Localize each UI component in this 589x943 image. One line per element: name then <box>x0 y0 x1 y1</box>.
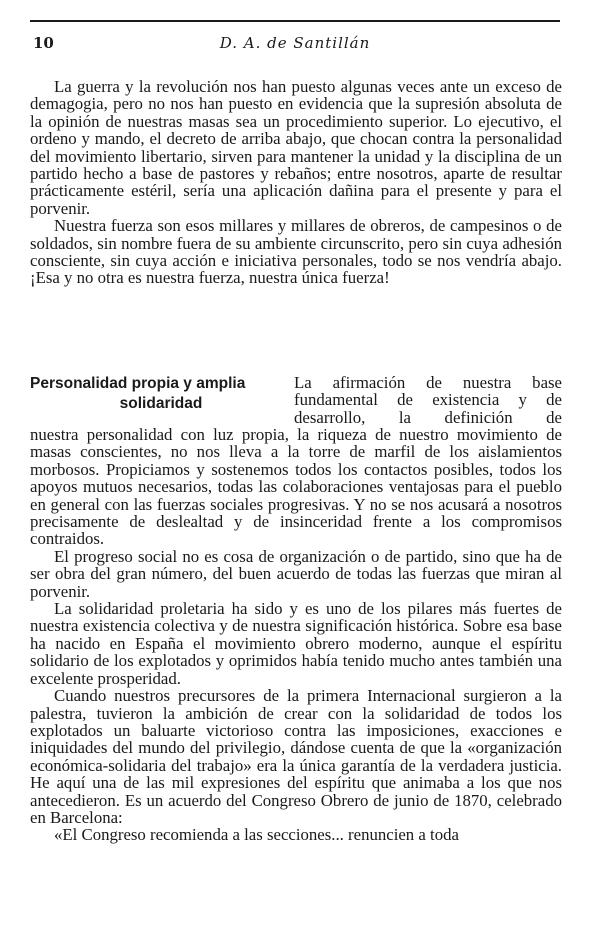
paragraph: Cuando nuestros precursores de la primera Internacional surgieron a la palestra, tuvieron la ambición de crear con la solidaridad de todos los explotados un baluarte victorioso contra las imposiciones, exacciones e iniquidades del mundo del privilegio, dándose cuenta de que la «organización económica-solidaria del trabajo» era la única garantía de la verdadera justicia. He aquí una de las mil expresiones del espíritu que animaba a los que nos antecedieron. Es un acuerdo del Congreso Obrero de junio de 1870, celebrado en Barcelona: <box>30 686 562 827</box>
paragraph-continuation: nuestra personalidad con luz propia, la riqueza de nuestro movimiento de masas conscientes, no nos lleva a la torre de marfil de los aislamientos morbosos. Propiciamos y sostenemos todos los contactos posibles, todos los apoyos mutuos necesarios, todas las colaboraciones ventajosas para el pueblo en general con las fuerzas sociales progresivas. Y no se nos acusará a nosotros precisamente de deslealtad y de insinceridad frente a los compromisos contraidos. <box>30 425 562 549</box>
section-heading <box>30 374 292 414</box>
page-number: 10 <box>33 34 54 52</box>
body-text-section <box>30 426 562 844</box>
paragraph: «El Congreso recomienda a las secciones... renuncien a toda <box>54 825 459 845</box>
paragraph: Nuestra fuerza son esos millares y millares de obreros, de campesinos o de soldados, sin nombre fuera de su ambiente circunscrito, pero sin cuya adhesión consciente, sin cuya acción e iniciativa personales, todo se nos vendría abajo. ¡Esa y no otra es nuestra fuerza, nuestra única fuerza! <box>30 216 562 288</box>
section-intro-line: La afirmación de nuestra base <box>294 373 562 392</box>
body-text-top <box>30 78 562 287</box>
section-intro-line: desarrollo, la definición de <box>294 407 562 427</box>
paragraph: La solidaridad proletaria ha sido y es uno de los pilares más fuertes de nuestra existencia colectiva y de nuestra significación histórica. Sobre esa base ha nacido en España el movimiento obrero moderno, aunque el espíritu solidario de los explotados y oprimidos había tenido mucho antes también una excelente prosperidad. <box>30 599 562 688</box>
running-head: D. A. de Santillán <box>219 34 371 52</box>
paragraph: La guerra y la revolución nos han puesto algunas veces ante un exceso de demagogia, pero no nos han puesto en evidencia que la supresión absoluta de la opinión de nuestras masas sea un procedimiento superior. Lo ejecutivo, el ordeno y mando, el decreto de arriba abajo, que chocan contra la personalidad del movimiento libertario, sirven para mantener la unidad y la disciplina de un partido hecho a base de pastores y rebaños; entre nosotros, aparte de resultar prácticamente estéril, sería una aplicación dañina para el presente y para el porvenir. <box>30 77 562 218</box>
section-intro-line: fundamental de existencia y de <box>294 390 562 410</box>
page-header <box>30 20 560 54</box>
section-intro <box>294 374 562 426</box>
paragraph: El progreso social no es cosa de organización o de partido, sino que ha de ser obra del gran número, del buen acuerdo de todas las fuerzas que miran al porvenir. <box>30 546 562 601</box>
section-heading-line: Personalidad propia y amplia <box>30 375 246 392</box>
section-heading-line: solidaridad <box>119 395 203 412</box>
